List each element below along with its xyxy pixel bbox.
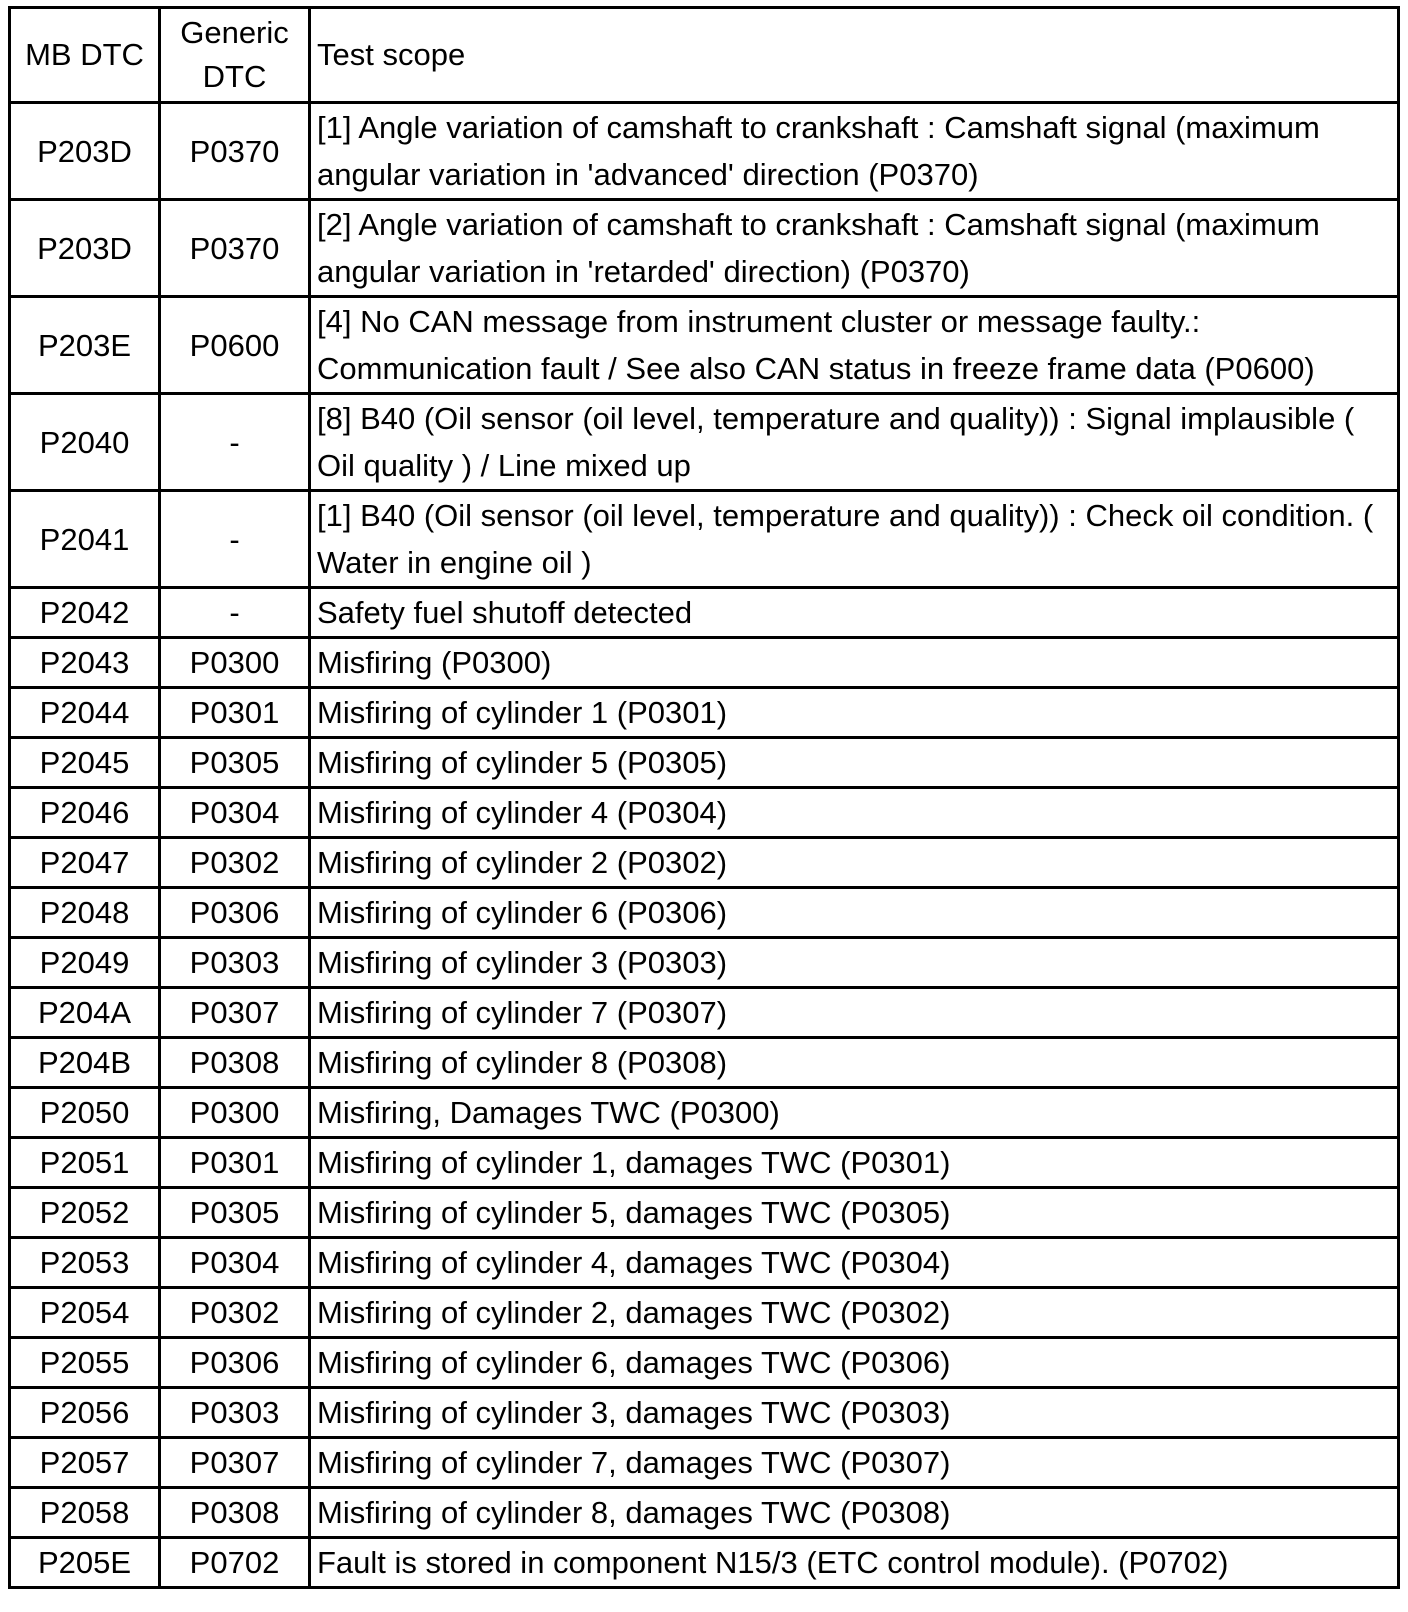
mb-dtc-cell: P203E [10, 297, 160, 394]
table-row [10, 1288, 1399, 1338]
dtc-table [8, 6, 1400, 1589]
test-scope-cell: Misfiring (P0300) [310, 638, 1399, 688]
generic-dtc-cell: P0308 [160, 1038, 310, 1088]
table-row [10, 1388, 1399, 1438]
generic-dtc-cell: P0370 [160, 103, 310, 200]
mb-dtc-cell: P2054 [10, 1288, 160, 1338]
table-row [10, 1038, 1399, 1088]
mb-dtc-cell: P203D [10, 200, 160, 297]
generic-dtc-cell: P0304 [160, 788, 310, 838]
test-scope-cell: [8] B40 (Oil sensor (oil level, temperature and quality)) : Signal implausible ( Oil quality ) / Line mixed up [310, 394, 1399, 491]
generic-dtc-cell: P0302 [160, 1288, 310, 1338]
mb-dtc-cell: P204B [10, 1038, 160, 1088]
mb-dtc-cell: P2050 [10, 1088, 160, 1138]
generic-dtc-cell: P0302 [160, 838, 310, 888]
test-scope-cell: Misfiring of cylinder 4, damages TWC (P0304) [310, 1238, 1399, 1288]
generic-dtc-cell: P0300 [160, 1088, 310, 1138]
test-scope-cell: Misfiring of cylinder 1, damages TWC (P0301) [310, 1138, 1399, 1188]
generic-dtc-cell: P0307 [160, 1438, 310, 1488]
table-row [10, 788, 1399, 838]
test-scope-cell: Misfiring of cylinder 4 (P0304) [310, 788, 1399, 838]
table-row [10, 938, 1399, 988]
table-row [10, 1138, 1399, 1188]
table-row [10, 1338, 1399, 1388]
mb-dtc-cell: P2042 [10, 588, 160, 638]
table-row [10, 1238, 1399, 1288]
test-scope-cell: Misfiring of cylinder 8 (P0308) [310, 1038, 1399, 1088]
test-scope-cell: Misfiring of cylinder 8, damages TWC (P0308) [310, 1488, 1399, 1538]
mb-dtc-cell: P2047 [10, 838, 160, 888]
mb-dtc-cell: P2051 [10, 1138, 160, 1188]
generic-dtc-cell: P0305 [160, 738, 310, 788]
table-row [10, 1488, 1399, 1538]
table-body [10, 103, 1399, 1588]
table-row [10, 1538, 1399, 1588]
generic-dtc-cell: P0702 [160, 1538, 310, 1588]
table-row [10, 103, 1399, 200]
test-scope-cell: Misfiring, Damages TWC (P0300) [310, 1088, 1399, 1138]
generic-dtc-cell: P0303 [160, 938, 310, 988]
table-row [10, 394, 1399, 491]
mb-dtc-cell: P2058 [10, 1488, 160, 1538]
table-row [10, 988, 1399, 1038]
header-row [10, 8, 1399, 103]
test-scope-cell: Misfiring of cylinder 7, damages TWC (P0307) [310, 1438, 1399, 1488]
generic-dtc-cell: P0305 [160, 1188, 310, 1238]
header-mb-dtc: MB DTC [10, 8, 160, 103]
generic-dtc-cell: - [160, 588, 310, 638]
header-test-scope: Test scope [310, 8, 1399, 103]
test-scope-cell: Misfiring of cylinder 6, damages TWC (P0306) [310, 1338, 1399, 1388]
test-scope-cell: Misfiring of cylinder 2 (P0302) [310, 838, 1399, 888]
test-scope-cell: Misfiring of cylinder 5, damages TWC (P0305) [310, 1188, 1399, 1238]
table-row [10, 1438, 1399, 1488]
test-scope-cell: Misfiring of cylinder 7 (P0307) [310, 988, 1399, 1038]
test-scope-cell: [1] B40 (Oil sensor (oil level, temperature and quality)) : Check oil condition. ( Water in engine oil ) [310, 491, 1399, 588]
generic-dtc-cell: P0301 [160, 688, 310, 738]
generic-dtc-cell: - [160, 394, 310, 491]
mb-dtc-cell: P2057 [10, 1438, 160, 1488]
test-scope-cell: Misfiring of cylinder 5 (P0305) [310, 738, 1399, 788]
table-row [10, 588, 1399, 638]
generic-dtc-cell: P0600 [160, 297, 310, 394]
mb-dtc-cell: P2053 [10, 1238, 160, 1288]
generic-dtc-cell: P0301 [160, 1138, 310, 1188]
mb-dtc-cell: P2040 [10, 394, 160, 491]
generic-dtc-cell: P0306 [160, 888, 310, 938]
test-scope-cell: Fault is stored in component N15/3 (ETC control module). (P0702) [310, 1538, 1399, 1588]
mb-dtc-cell: P204A [10, 988, 160, 1038]
mb-dtc-cell: P2041 [10, 491, 160, 588]
mb-dtc-cell: P2048 [10, 888, 160, 938]
header-generic-dtc: Generic DTC [160, 8, 310, 103]
test-scope-cell: Safety fuel shutoff detected [310, 588, 1399, 638]
generic-dtc-cell: - [160, 491, 310, 588]
generic-dtc-cell: P0370 [160, 200, 310, 297]
test-scope-cell: Misfiring of cylinder 6 (P0306) [310, 888, 1399, 938]
table-row [10, 200, 1399, 297]
generic-dtc-cell: P0308 [160, 1488, 310, 1538]
test-scope-cell: [2] Angle variation of camshaft to crankshaft : Camshaft signal (maximum angular variation in 'retarded' direction) (P0370) [310, 200, 1399, 297]
test-scope-cell: [1] Angle variation of camshaft to crankshaft : Camshaft signal (maximum angular variation in 'advanced' direction (P0370) [310, 103, 1399, 200]
mb-dtc-cell: P2056 [10, 1388, 160, 1438]
mb-dtc-cell: P2052 [10, 1188, 160, 1238]
generic-dtc-cell: P0306 [160, 1338, 310, 1388]
table-row [10, 888, 1399, 938]
generic-dtc-cell: P0304 [160, 1238, 310, 1288]
mb-dtc-cell: P2043 [10, 638, 160, 688]
test-scope-cell: Misfiring of cylinder 3 (P0303) [310, 938, 1399, 988]
mb-dtc-cell: P2046 [10, 788, 160, 838]
test-scope-cell: Misfiring of cylinder 1 (P0301) [310, 688, 1399, 738]
table-row [10, 638, 1399, 688]
table-row [10, 297, 1399, 394]
mb-dtc-cell: P203D [10, 103, 160, 200]
test-scope-cell: Misfiring of cylinder 2, damages TWC (P0302) [310, 1288, 1399, 1338]
mb-dtc-cell: P205E [10, 1538, 160, 1588]
generic-dtc-cell: P0303 [160, 1388, 310, 1438]
test-scope-cell: [4] No CAN message from instrument cluster or message faulty.: Communication fault / See also CAN status in freeze frame data (P0600) [310, 297, 1399, 394]
generic-dtc-cell: P0307 [160, 988, 310, 1038]
table-row [10, 738, 1399, 788]
table-row [10, 1088, 1399, 1138]
table-row [10, 491, 1399, 588]
mb-dtc-cell: P2055 [10, 1338, 160, 1388]
generic-dtc-cell: P0300 [160, 638, 310, 688]
test-scope-cell: Misfiring of cylinder 3, damages TWC (P0303) [310, 1388, 1399, 1438]
table-row [10, 688, 1399, 738]
mb-dtc-cell: P2049 [10, 938, 160, 988]
mb-dtc-cell: P2045 [10, 738, 160, 788]
table-row [10, 1188, 1399, 1238]
table-row [10, 838, 1399, 888]
mb-dtc-cell: P2044 [10, 688, 160, 738]
